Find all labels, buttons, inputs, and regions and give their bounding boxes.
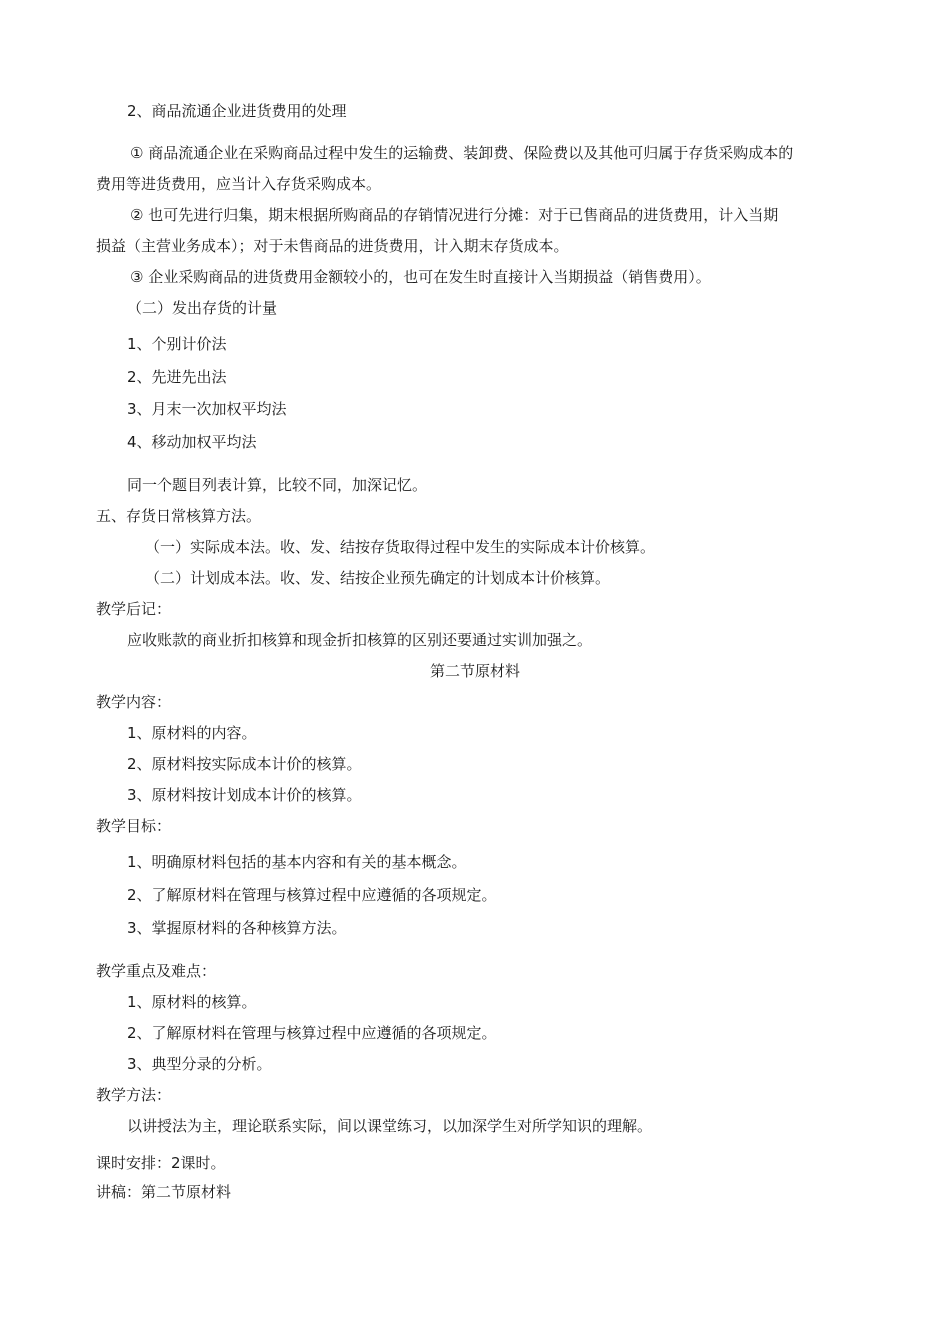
paragraph-line: 同一个题目列表计算，比较不同，加深记忆。 [127, 476, 428, 494]
paragraph-line: （二）计划成本法。收、发、结按企业预先确定的计划成本计价核算。 [145, 569, 611, 587]
label-hours: 课时安排：2课时。 [96, 1154, 226, 1172]
list-item: 1、原材料的核算。 [127, 993, 257, 1011]
subheading-purchase-expense: 2、商品流通企业进货费用的处理 [127, 102, 347, 120]
list-item: 2、原材料按实际成本计价的核算。 [127, 755, 362, 773]
section-title: 第二节原材料 [429, 662, 520, 680]
paragraph-line: （一）实际成本法。收、发、结按存货取得过程中发生的实际成本计价核算。 [145, 538, 656, 556]
paragraph-line: 费用等进货费用，应当计入存货采购成本。 [96, 175, 382, 193]
list-item: 1、明确原材料包括的基本内容和有关的基本概念。 [127, 853, 467, 871]
label-goals: 教学目标： [96, 817, 172, 835]
list-item: 2、了解原材料在管理与核算过程中应遵循的各项规定。 [127, 886, 497, 904]
label-content: 教学内容： [96, 693, 172, 711]
section-heading: 五、存货日常核算方法。 [96, 507, 262, 525]
list-item: 1、原材料的内容。 [127, 724, 257, 742]
paragraph-line: ① 商品流通企业在采购商品过程中发生的运输费、装卸费、保险费以及其他可归属于存货采购成本的 [130, 144, 794, 162]
list-item: 3、月末一次加权平均法 [127, 400, 287, 418]
list-item: 3、典型分录的分析。 [127, 1055, 272, 1073]
label-key-points: 教学重点及难点： [96, 962, 217, 980]
subheading-outgoing-inventory: （二）发出存货的计量 [127, 299, 278, 317]
paragraph-line: 应收账款的商业折扣核算和现金折扣核算的区别还要通过实训加强之。 [127, 631, 593, 649]
list-item: 2、先进先出法 [127, 368, 227, 386]
list-item: 4、移动加权平均法 [127, 433, 257, 451]
list-item: 3、原材料按计划成本计价的核算。 [127, 786, 362, 804]
list-item: 2、了解原材料在管理与核算过程中应遵循的各项规定。 [127, 1024, 497, 1042]
list-item: 1、个别计价法 [127, 335, 227, 353]
paragraph-line: 损益（主营业务成本）；对于未售商品的进货费用，计入期末存货成本。 [96, 237, 569, 255]
label-lecture: 讲稿：第二节原材料 [96, 1183, 232, 1201]
paragraph-line: ② 也可先进行归集，期末根据所购商品的存销情况进行分摊：对于已售商品的进货费用，计入当期 [130, 206, 779, 224]
paragraph-line: ③ 企业采购商品的进货费用金额较小的，也可在发生时直接计入当期损益（销售费用）。 [130, 268, 711, 286]
label-afterword: 教学后记： [96, 600, 172, 618]
label-methods: 教学方法： [96, 1086, 172, 1104]
paragraph-line: 以讲授法为主，理论联系实际，间以课堂练习，以加深学生对所学知识的理解。 [127, 1117, 653, 1135]
list-item: 3、掌握原材料的各种核算方法。 [127, 919, 347, 937]
